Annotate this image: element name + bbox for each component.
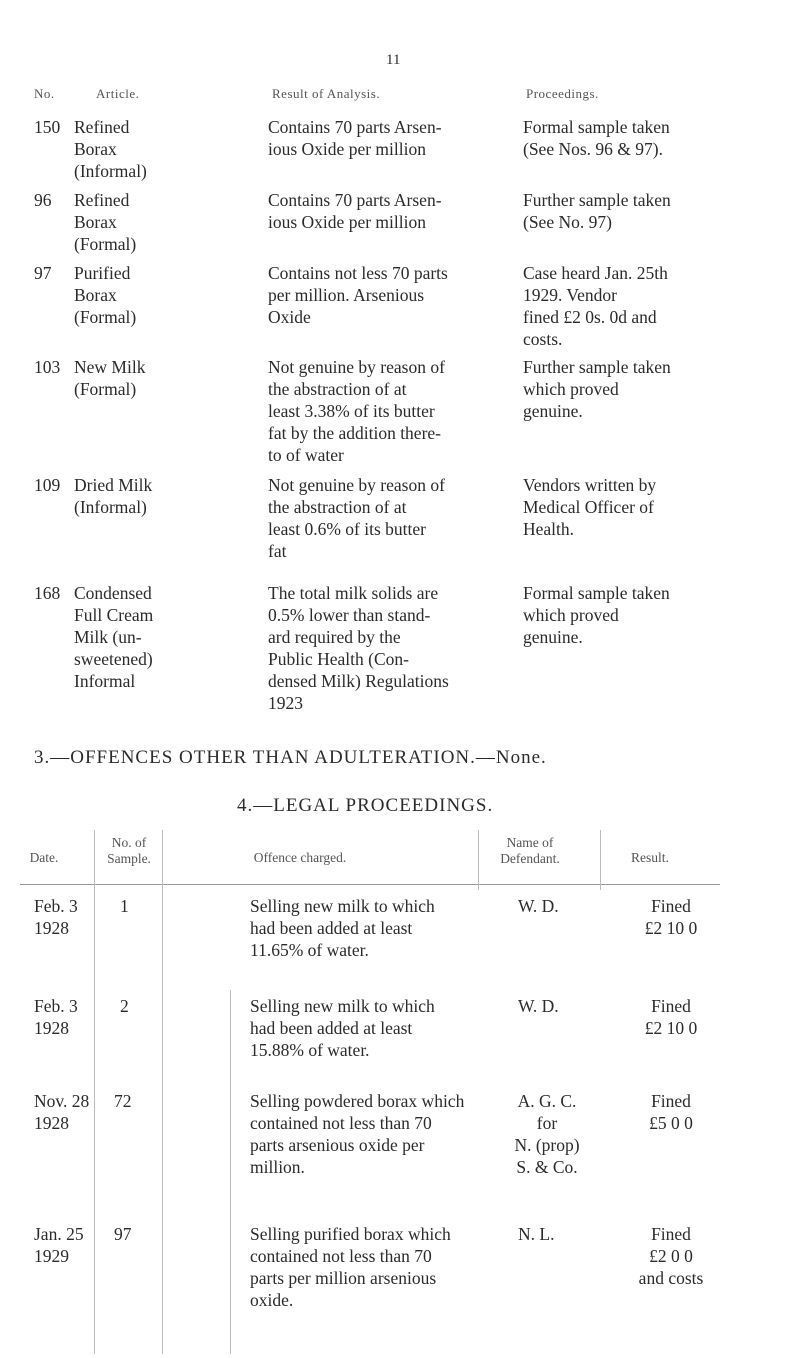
table1-cell-result: Contains 70 parts Arsen- ious Oxide per million: [268, 190, 442, 232]
table2-cell-date: Nov. 28 1928: [34, 1091, 90, 1133]
table2-cell-defendant: N. L.: [518, 1224, 555, 1244]
table1-cell-no: 97: [34, 263, 52, 283]
table1-cell-article: Refined Borax (Informal): [74, 117, 147, 181]
table2-column-divider: [230, 990, 231, 1354]
table1-cell-result: The total milk solids are 0.5% lower than stand- ard required by the Public Health (Con- densed Milk) Regulations 1923: [268, 583, 449, 713]
table2-column-divider: [162, 830, 163, 1354]
table2-cell-offence: Selling new milk to which had been added at least 11.65% of water.: [250, 896, 435, 960]
section-3-heading: 3.—OFFENCES OTHER THAN ADULTERATION.—None.: [34, 747, 547, 768]
table2-header-offence: Offence charged.: [253, 850, 347, 865]
table1-cell-article: Dried Milk (Informal): [74, 475, 153, 517]
table2-cell-date: Feb. 3 1928: [34, 896, 78, 938]
table2-cell-result: Fined £5 0 0: [649, 1091, 693, 1133]
table2-cell-result: Fined £2 10 0: [644, 896, 698, 938]
table2-cell-date: Feb. 3 1928: [34, 996, 78, 1038]
table1-cell-proceedings: Case heard Jan. 25th 1929. Vendor fined £2 0s. 0d and costs.: [523, 263, 668, 349]
table2-column-divider: [600, 830, 601, 890]
table2-cell-result: Fined £2 0 0 and costs: [638, 1224, 704, 1288]
table1-cell-result: Not genuine by reason of the abstraction of at least 0.6% of its butter fat: [268, 475, 445, 561]
table2-column-divider: [478, 830, 479, 890]
table1-cell-article: Refined Borax (Formal): [74, 190, 137, 254]
table1-header-proceedings: Proceedings.: [526, 86, 599, 101]
table1-cell-result: Not genuine by reason of the abstraction of at least 3.38% of its butter fat by the addition there- to of water: [268, 357, 445, 465]
table2-cell-date: Jan. 25 1929: [34, 1224, 84, 1266]
page-number: 11: [386, 52, 401, 68]
table2-header-date: Date.: [29, 850, 59, 865]
table1-cell-proceedings: Further sample taken (See No. 97): [523, 190, 671, 232]
table1-cell-no: 109: [34, 475, 61, 495]
table1-header-no: No.: [34, 86, 55, 101]
table2-cell-sample: 72: [114, 1091, 132, 1111]
table1-cell-no: 96: [34, 190, 52, 210]
table2-header-rule: [20, 884, 720, 885]
table1-cell-result: Contains not less 70 parts per million. Arsenious Oxide: [268, 263, 448, 327]
table1-cell-result: Contains 70 parts Arsen- ious Oxide per million: [268, 117, 442, 159]
table1-header-result: Result of Analysis.: [272, 86, 381, 101]
section-4-heading: 4.—LEGAL PROCEEDINGS.: [237, 795, 494, 816]
table2-header-defendant: Name of Defendant.: [500, 835, 560, 866]
table1-cell-article: New Milk (Formal): [74, 357, 146, 399]
table2-cell-offence: Selling new milk to which had been added at least 15.88% of water.: [250, 996, 435, 1060]
table2-cell-defendant: W. D.: [518, 896, 559, 916]
table2-cell-sample: 1: [120, 896, 129, 916]
table1-cell-proceedings: Formal sample taken (See Nos. 96 & 97).: [523, 117, 670, 159]
table2-cell-offence: Selling purified borax which contained not less than 70 parts per million arsenious oxide.: [250, 1224, 451, 1310]
table1-cell-no: 103: [34, 357, 61, 377]
table2-header-sample: No. of Sample.: [107, 835, 151, 866]
table1-cell-article: Purified Borax (Formal): [74, 263, 137, 327]
table1-cell-article: Condensed Full Cream Milk (un- sweetened) Informal: [74, 583, 154, 691]
table2-header-result: Result.: [631, 850, 669, 865]
table1-cell-proceedings: Formal sample taken which proved genuine.: [523, 583, 670, 647]
table2-cell-offence: Selling powdered borax which contained not less than 70 parts arsenious oxide per million.: [250, 1091, 465, 1177]
table2-cell-defendant: A. G. C. for N. (prop) S. & Co.: [514, 1091, 580, 1177]
table2-cell-result: Fined £2 10 0: [644, 996, 698, 1038]
table1-cell-no: 150: [34, 117, 61, 137]
table2-column-divider: [94, 830, 95, 1354]
table1-header-article: Article.: [96, 86, 140, 101]
table2-cell-defendant: W. D.: [518, 996, 559, 1016]
table2-cell-sample: 2: [120, 996, 129, 1016]
table1-cell-no: 168: [34, 583, 61, 603]
table1-cell-proceedings: Further sample taken which proved genuine.: [523, 357, 671, 421]
table2-cell-sample: 97: [114, 1224, 132, 1244]
table1-cell-proceedings: Vendors written by Medical Officer of Health.: [523, 475, 657, 539]
